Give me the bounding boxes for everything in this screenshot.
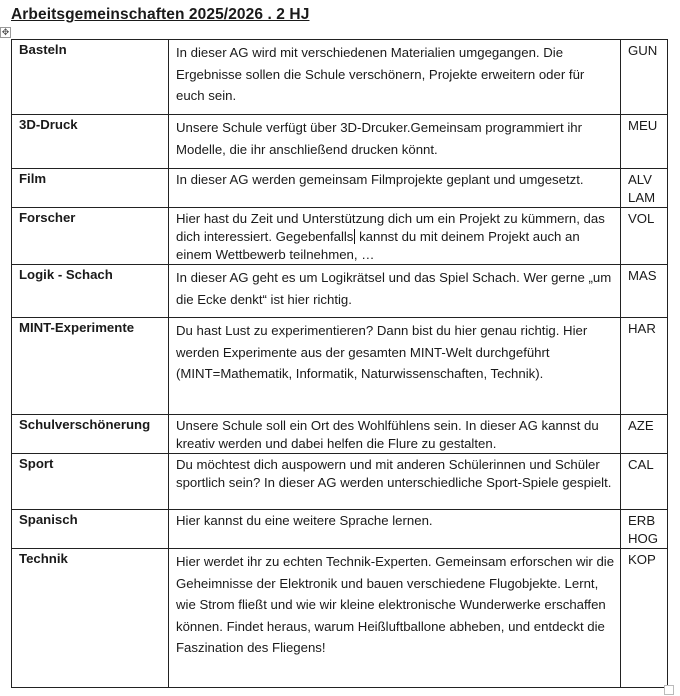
ag-name[interactable]: Schulverschönerung bbox=[12, 415, 169, 454]
ag-description[interactable]: Hier kannst du eine weitere Sprache lernen. bbox=[169, 510, 621, 549]
lead-code: ERB bbox=[628, 513, 656, 528]
table-resize-handle[interactable] bbox=[664, 685, 674, 695]
ag-lead[interactable] bbox=[621, 115, 668, 169]
ag-name[interactable]: 3D-Druck bbox=[12, 115, 169, 169]
lead-code: KOP bbox=[628, 552, 656, 567]
ag-description[interactable]: Unsere Schule soll ein Ort des Wohlfühlens sein. In dieser AG kannst du kreativ werden und dabei helfen die Flure zu gestalten. bbox=[169, 415, 621, 454]
table-row-schulverschoenerung bbox=[12, 415, 668, 454]
table-row-3d-druck bbox=[12, 115, 668, 169]
table-row-sport bbox=[12, 454, 668, 510]
ag-name[interactable]: Film bbox=[12, 169, 169, 208]
lead-code: CAL bbox=[628, 457, 654, 472]
table-row-forscher bbox=[12, 208, 668, 265]
ag-description[interactable]: Du hast Lust zu experimentieren? Dann bist du hier genau richtig. Hier werden Experimente aus der gesamten MINT-Welt durchgeführt (MINT=Mathematik, Informatik, Naturwissenschaften, Technik). bbox=[169, 318, 621, 415]
ag-description[interactable]: Hier werdet ihr zu echten Technik-Experten. Gemeinsam erforschen wir die Geheimnisse der Elektronik und bauen verschiedene Flugobjekte. Lernt, wie Strom fließt und wie wir kleine elektronische Wunderwerke erschaffen können. Findet heraus, warum Heißluftballone abheben, und entdeckt die Faszination des Fliegens! bbox=[169, 549, 621, 688]
lead-code: MEU bbox=[628, 118, 658, 133]
ag-description[interactable]: Du möchtest dich auspowern und mit anderen Schülerinnen und Schüler sportlich sein? In dieser AG werden unterschiedliche Sport-Spiele gespielt. bbox=[169, 454, 621, 510]
ag-description[interactable]: Unsere Schule verfügt über 3D-Drcuker.Gemeinsam programmiert ihr Modelle, die ihr anschließend drucken könnt. bbox=[169, 115, 621, 169]
ag-lead[interactable] bbox=[621, 265, 668, 318]
ag-lead[interactable] bbox=[621, 208, 668, 265]
ag-lead[interactable] bbox=[621, 415, 668, 454]
ag-description[interactable]: In dieser AG wird mit verschiedenen Materialien umgegangen. Die Ergebnisse sollen die Schule verschönern, Projekte erweitern oder für euch sein. bbox=[169, 40, 621, 115]
table-row-logik-schach bbox=[12, 265, 668, 318]
table-row-spanisch bbox=[12, 510, 668, 549]
table-move-handle-icon[interactable]: ✥ bbox=[1, 27, 10, 37]
description-text: kannst du mit deinem Projekt auch an einem Wettbewerb teilnehmen, … bbox=[176, 229, 580, 262]
document-title: Arbeitsgemeinschaften 2025/2026 . 2 HJ bbox=[11, 6, 310, 23]
ag-description[interactable]: In dieser AG werden gemeinsam Filmprojekte geplant und umgesetzt. bbox=[169, 169, 621, 208]
ag-lead[interactable] bbox=[621, 454, 668, 510]
ag-name[interactable]: Forscher bbox=[12, 208, 169, 265]
ag-name[interactable]: Spanisch bbox=[12, 510, 169, 549]
table-row-basteln bbox=[12, 40, 668, 115]
lead-code: VOL bbox=[628, 211, 655, 226]
ag-lead[interactable] bbox=[621, 318, 668, 415]
table-row-mint-experimente bbox=[12, 318, 668, 415]
ag-name[interactable]: Technik bbox=[12, 549, 169, 688]
ag-name[interactable]: Sport bbox=[12, 454, 169, 510]
lead-code: AZE bbox=[628, 418, 654, 433]
ag-description[interactable]: In dieser AG geht es um Logikrätsel und das Spiel Schach. Wer gerne „um die Ecke denkt“ ist hier richtig. bbox=[169, 265, 621, 318]
lead-code: ALV bbox=[628, 172, 652, 187]
lead-code: GUN bbox=[628, 43, 658, 58]
lead-code: MAS bbox=[628, 268, 657, 283]
lead-code: HAR bbox=[628, 321, 656, 336]
ag-name[interactable]: MINT-Experimente bbox=[12, 318, 169, 415]
ag-lead[interactable] bbox=[621, 549, 668, 688]
lead-code: LAM bbox=[628, 190, 656, 205]
ag-description[interactable] bbox=[169, 208, 621, 265]
table-row-technik bbox=[12, 549, 668, 688]
ag-lead[interactable] bbox=[621, 40, 668, 115]
ag-name[interactable]: Basteln bbox=[12, 40, 169, 115]
lead-code: HOG bbox=[628, 531, 659, 546]
description-text: Hier hast du Zeit und Unterstützung dich um ein Projekt zu kümmern, das dich interessiert. Gegebenfalls bbox=[176, 211, 605, 244]
ag-table bbox=[11, 39, 668, 688]
ag-lead[interactable] bbox=[621, 169, 668, 208]
ag-lead[interactable] bbox=[621, 510, 668, 549]
table-row-film bbox=[12, 169, 668, 208]
ag-name[interactable]: Logik - Schach bbox=[12, 265, 169, 318]
